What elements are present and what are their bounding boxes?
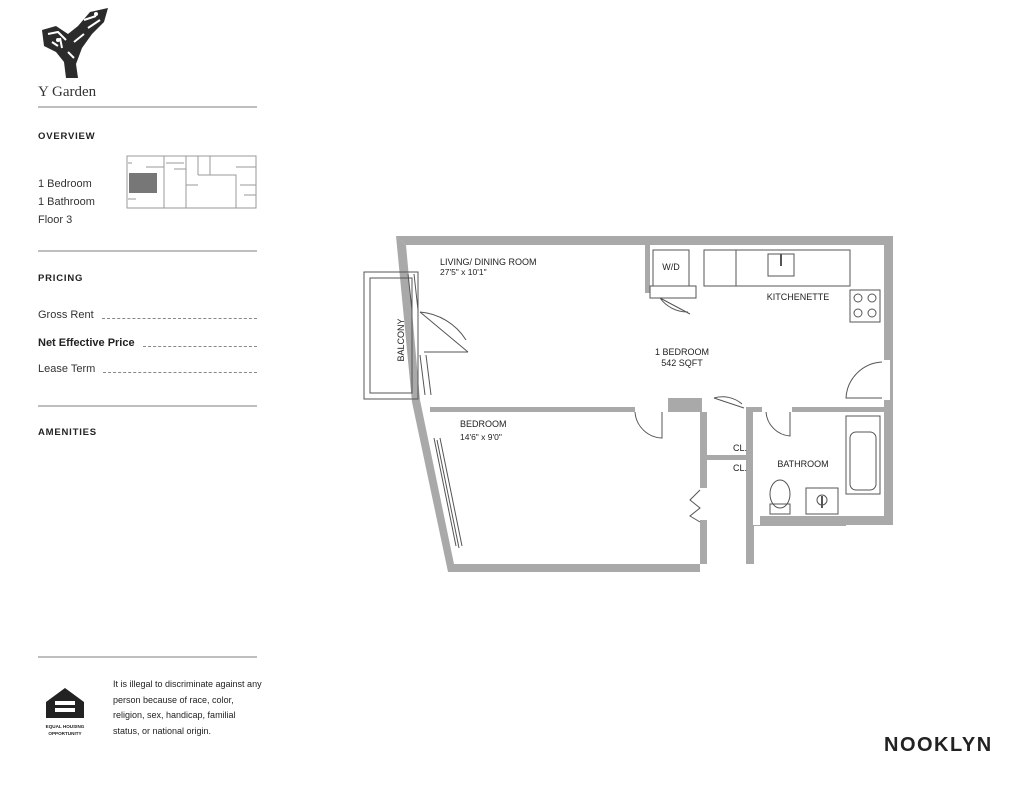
leader-dots xyxy=(143,346,257,347)
unit-type-label: 1 BEDROOM xyxy=(654,347,710,357)
interior-wall xyxy=(668,398,702,412)
equal-housing-opportunity-icon xyxy=(40,684,90,744)
divider xyxy=(38,405,257,407)
fair-housing-disclaimer: It is illegal to discriminate against any person because of race, color, religion, sex, handicap, familial status, or national origin. xyxy=(113,679,262,736)
balcony-label: BALCONY xyxy=(396,318,406,362)
gross-rent-label: Gross Rent xyxy=(38,309,94,321)
divider xyxy=(38,106,257,108)
nooklyn-logo: NOOKLYN xyxy=(884,734,993,756)
building-key-plan xyxy=(126,155,257,209)
divider xyxy=(38,250,257,252)
unit-sqft-label: 542 SQFT xyxy=(661,358,703,368)
eho-line1: EQUAL HOUSING xyxy=(45,724,85,729)
net-effective-price-row xyxy=(38,335,257,349)
bathtub xyxy=(846,416,880,494)
divider xyxy=(38,656,257,658)
bathroom-count: 1 Bathroom xyxy=(38,196,95,208)
bedroom-label: BEDROOM xyxy=(460,419,507,429)
bathroom-door-swing xyxy=(766,412,790,436)
amenities-title: AMENITIES xyxy=(38,427,97,438)
lease-term-label: Lease Term xyxy=(38,363,96,375)
bedroom-dims: 14'6" x 9'0" xyxy=(460,432,502,442)
net-effective-price-label: Net Effective Price xyxy=(38,337,135,349)
y-garden-leaf-logo-icon xyxy=(38,8,110,80)
interior-wall xyxy=(430,407,635,412)
gross-rent-row xyxy=(38,307,257,321)
lease-term-row xyxy=(38,361,257,375)
stove xyxy=(850,290,880,322)
living-room-dims: 27'5" x 10'1" xyxy=(440,267,487,277)
balcony-door-swing xyxy=(420,312,468,352)
interior-wall xyxy=(645,245,650,293)
floor-plan xyxy=(355,230,900,575)
kitchenette-label: KITCHENETTE xyxy=(766,292,830,302)
washer-dryer-label: W/D xyxy=(662,262,680,272)
interior-wall xyxy=(746,412,753,526)
leader-dots xyxy=(102,318,257,319)
overview-title: OVERVIEW xyxy=(38,131,96,142)
living-room-label: LIVING/ DINING ROOM xyxy=(440,257,537,267)
exterior-wall xyxy=(396,236,893,525)
bedroom-door-swing xyxy=(635,412,662,438)
brand-name: Y Garden xyxy=(38,84,97,100)
entry-door-swing xyxy=(846,362,882,398)
pricing-title: PRICING xyxy=(38,273,84,284)
bathroom-label: BATHROOM xyxy=(777,459,829,469)
floor-number: Floor 3 xyxy=(38,214,73,226)
kitchen-counter xyxy=(704,250,850,286)
leader-dots xyxy=(103,372,257,373)
exterior-wall xyxy=(700,516,846,564)
closet-label: CL. xyxy=(733,463,748,473)
eho-line2: OPPORTUNITY xyxy=(48,731,82,736)
interior-wall xyxy=(707,455,746,460)
closet-label: CL. xyxy=(733,443,748,453)
bedroom-count: 1 Bedroom xyxy=(38,178,92,190)
